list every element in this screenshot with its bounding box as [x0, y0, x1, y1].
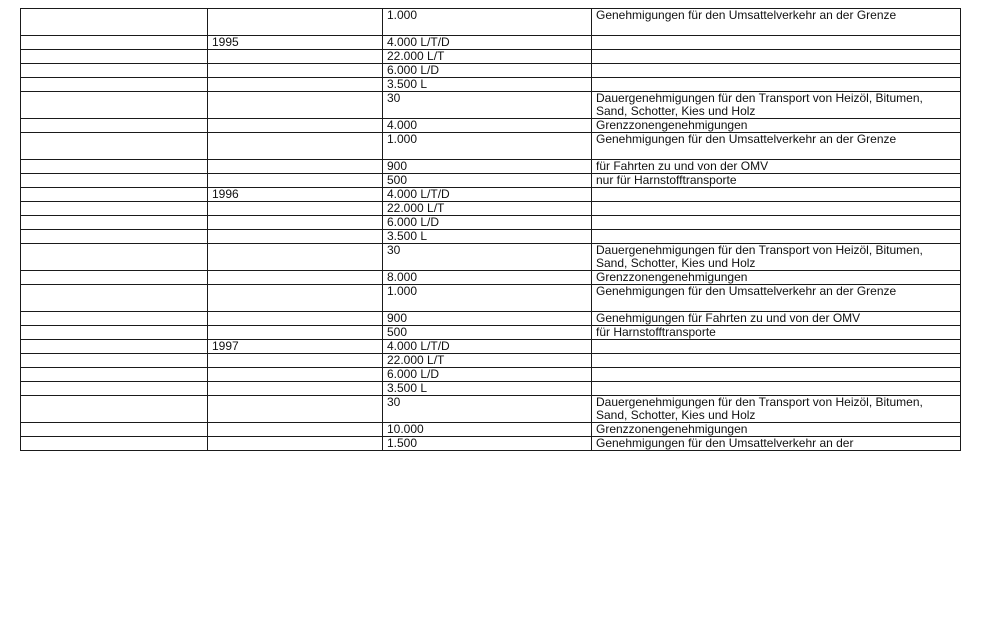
description-cell: für Harnstofftransporte	[592, 326, 961, 340]
empty-cell	[21, 368, 208, 382]
amount-cell: 22.000 L/T	[383, 354, 592, 368]
description-cell: Dauergenehmigungen für den Transport von Heizöl, Bitumen, Sand, Schotter, Kies und Holz	[592, 244, 961, 271]
year-cell	[208, 423, 383, 437]
table-row	[21, 174, 961, 188]
year-cell	[208, 9, 383, 36]
amount-cell: 500	[383, 174, 592, 188]
table-row	[21, 244, 961, 271]
year-cell	[208, 64, 383, 78]
empty-cell	[21, 326, 208, 340]
year-cell	[208, 78, 383, 92]
amount-cell: 6.000 L/D	[383, 368, 592, 382]
permits-table	[20, 8, 961, 451]
description-cell: Genehmigungen für den Umsattelverkehr an der	[592, 437, 961, 451]
year-cell	[208, 326, 383, 340]
year-cell	[208, 160, 383, 174]
empty-cell	[21, 188, 208, 202]
table-row	[21, 36, 961, 50]
year-cell	[208, 50, 383, 64]
amount-cell: 900	[383, 312, 592, 326]
empty-cell	[21, 312, 208, 326]
year-cell	[208, 368, 383, 382]
table-row	[21, 9, 961, 36]
year-cell	[208, 244, 383, 271]
amount-cell: 6.000 L/D	[383, 216, 592, 230]
description-cell: Dauergenehmigungen für den Transport von Heizöl, Bitumen, Sand, Schotter, Kies und Holz	[592, 396, 961, 423]
amount-cell: 4.000 L/T/D	[383, 340, 592, 354]
table-row	[21, 216, 961, 230]
table-row	[21, 50, 961, 64]
empty-cell	[21, 340, 208, 354]
amount-cell: 8.000	[383, 271, 592, 285]
description-cell: für Fahrten zu und von der OMV	[592, 160, 961, 174]
table-row	[21, 230, 961, 244]
year-cell	[208, 396, 383, 423]
description-cell: Dauergenehmigungen für den Transport von Heizöl, Bitumen, Sand, Schotter, Kies und Holz	[592, 92, 961, 119]
empty-cell	[21, 216, 208, 230]
empty-cell	[21, 382, 208, 396]
permits-table-body	[21, 9, 961, 451]
table-row	[21, 92, 961, 119]
description-cell	[592, 216, 961, 230]
year-cell	[208, 382, 383, 396]
empty-cell	[21, 78, 208, 92]
empty-cell	[21, 50, 208, 64]
year-cell	[208, 285, 383, 312]
table-row	[21, 78, 961, 92]
amount-cell: 4.000 L/T/D	[383, 188, 592, 202]
amount-cell: 4.000 L/T/D	[383, 36, 592, 50]
year-cell	[208, 354, 383, 368]
year-cell	[208, 92, 383, 119]
amount-cell: 1.000	[383, 9, 592, 36]
year-cell	[208, 202, 383, 216]
table-row	[21, 326, 961, 340]
amount-cell: 30	[383, 396, 592, 423]
amount-cell: 500	[383, 326, 592, 340]
table-row	[21, 340, 961, 354]
year-cell: 1997	[208, 340, 383, 354]
empty-cell	[21, 437, 208, 451]
year-cell	[208, 119, 383, 133]
empty-cell	[21, 64, 208, 78]
empty-cell	[21, 9, 208, 36]
table-row	[21, 119, 961, 133]
table-row	[21, 312, 961, 326]
table-row	[21, 188, 961, 202]
table-row	[21, 271, 961, 285]
amount-cell: 1.000	[383, 133, 592, 160]
description-cell	[592, 36, 961, 50]
empty-cell	[21, 160, 208, 174]
table-row	[21, 396, 961, 423]
empty-cell	[21, 423, 208, 437]
table-row	[21, 368, 961, 382]
empty-cell	[21, 285, 208, 312]
table-row	[21, 133, 961, 160]
empty-cell	[21, 271, 208, 285]
amount-cell: 22.000 L/T	[383, 202, 592, 216]
description-cell	[592, 354, 961, 368]
description-cell: Grenzzonengenehmigungen	[592, 423, 961, 437]
empty-cell	[21, 230, 208, 244]
description-cell	[592, 230, 961, 244]
empty-cell	[21, 244, 208, 271]
empty-cell	[21, 133, 208, 160]
amount-cell: 30	[383, 92, 592, 119]
table-row	[21, 354, 961, 368]
table-row	[21, 382, 961, 396]
year-cell	[208, 271, 383, 285]
year-cell	[208, 216, 383, 230]
amount-cell: 1.000	[383, 285, 592, 312]
empty-cell	[21, 354, 208, 368]
description-cell	[592, 202, 961, 216]
year-cell	[208, 174, 383, 188]
empty-cell	[21, 36, 208, 50]
description-cell: nur für Harnstofftransporte	[592, 174, 961, 188]
table-row	[21, 437, 961, 451]
amount-cell: 4.000	[383, 119, 592, 133]
amount-cell: 900	[383, 160, 592, 174]
amount-cell: 3.500 L	[383, 78, 592, 92]
description-cell	[592, 78, 961, 92]
amount-cell: 30	[383, 244, 592, 271]
table-row	[21, 202, 961, 216]
year-cell	[208, 312, 383, 326]
amount-cell: 3.500 L	[383, 230, 592, 244]
empty-cell	[21, 174, 208, 188]
empty-cell	[21, 92, 208, 119]
description-cell: Genehmigungen für Fahrten zu und von der OMV	[592, 312, 961, 326]
description-cell	[592, 188, 961, 202]
description-cell	[592, 64, 961, 78]
description-cell: Grenzzonengenehmigungen	[592, 119, 961, 133]
empty-cell	[21, 202, 208, 216]
amount-cell: 22.000 L/T	[383, 50, 592, 64]
description-cell	[592, 340, 961, 354]
table-row	[21, 423, 961, 437]
description-cell	[592, 382, 961, 396]
amount-cell: 6.000 L/D	[383, 64, 592, 78]
amount-cell: 10.000	[383, 423, 592, 437]
description-cell	[592, 368, 961, 382]
description-cell: Genehmigungen für den Umsattelverkehr an der Grenze	[592, 9, 961, 36]
description-cell: Grenzzonengenehmigungen	[592, 271, 961, 285]
amount-cell: 1.500	[383, 437, 592, 451]
description-cell: Genehmigungen für den Umsattelverkehr an der Grenze	[592, 133, 961, 160]
empty-cell	[21, 119, 208, 133]
amount-cell: 3.500 L	[383, 382, 592, 396]
empty-cell	[21, 396, 208, 423]
table-row	[21, 285, 961, 312]
year-cell: 1995	[208, 36, 383, 50]
year-cell	[208, 230, 383, 244]
year-cell	[208, 133, 383, 160]
table-row	[21, 160, 961, 174]
table-row	[21, 64, 961, 78]
description-cell	[592, 50, 961, 64]
year-cell: 1996	[208, 188, 383, 202]
description-cell: Genehmigungen für den Umsattelverkehr an der Grenze	[592, 285, 961, 312]
year-cell	[208, 437, 383, 451]
